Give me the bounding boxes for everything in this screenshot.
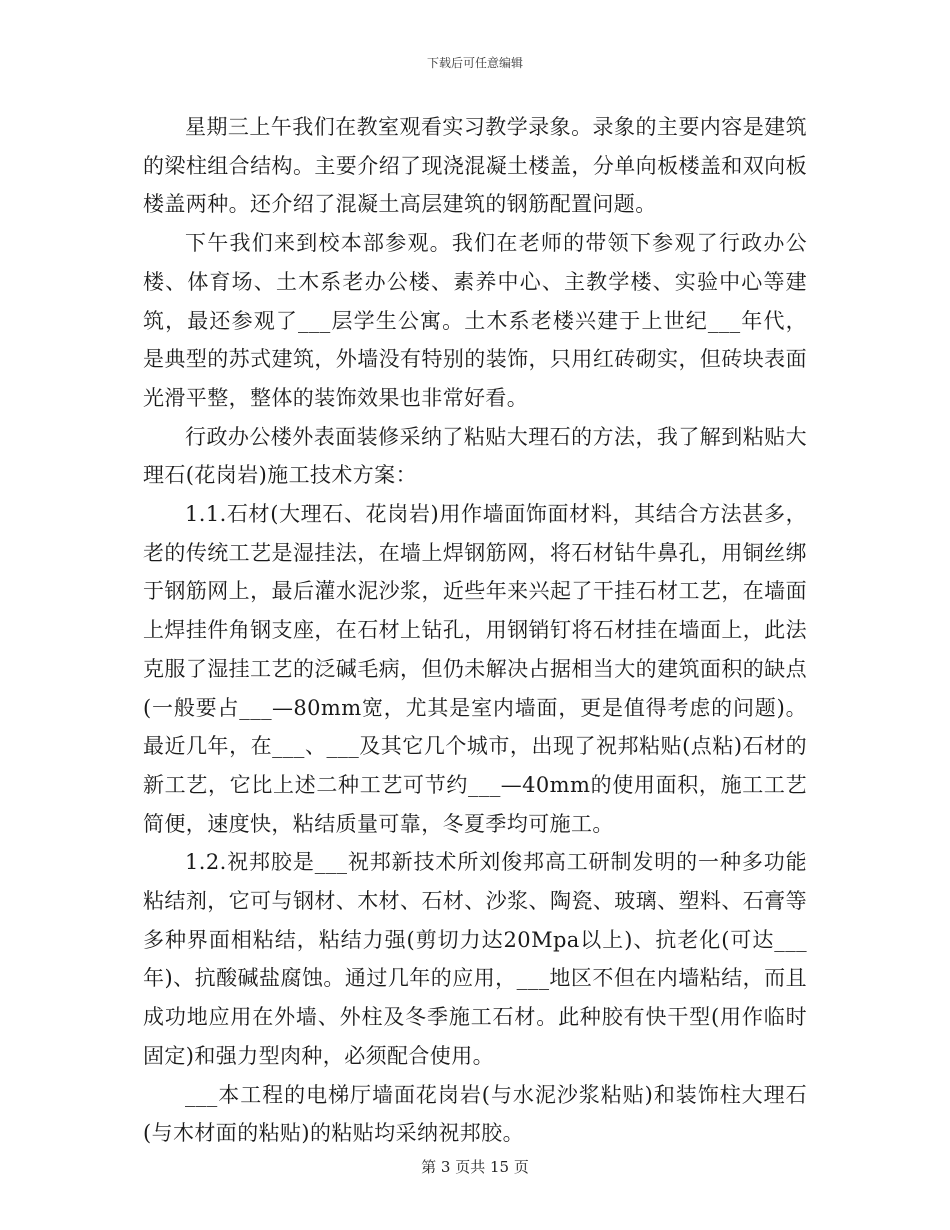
document-body — [143, 108, 807, 1153]
paragraph-campus-visit: 下午我们来到校本部参观。我们在老师的带领下参观了行政办公楼、体育场、土木系老办公楼、素养中心、主教学楼、实验中心等建筑，最还参观了___层学生公寓。土木系老楼兴建于上世纪___年代，是典型的苏式建筑，外墙没有特别的装饰，只用红砖砌实，但砖块表面光滑平整，整体的装饰效果也非常好看。 — [143, 231, 807, 410]
page-footer: 第 3 页共 15 页 — [421, 1158, 529, 1176]
paragraph-project-note: ___本工程的电梯厅墙面花岗岩(与水泥沙浆粘贴)和装饰柱大理石(与木材面的粘贴)的粘贴均采纳祝邦胶。 — [143, 1082, 807, 1146]
paragraph-video-lesson: 星期三上午我们在教室观看实习教学录象。录象的主要内容是建筑的梁柱组合结构。主要介绍了现浇混凝土楼盖，分单向板楼盖和双向板楼盖两种。还介绍了混凝土高层建筑的钢筋配置问题。 — [143, 115, 807, 217]
paragraph-section-1-1: 1.1.石材(大理石、花岗岩)用作墙面饰面材料，其结合方法甚多，老的传统工艺是湿挂法，在墙上焊钢筋网，将石材钻牛鼻孔，用铜丝绑于钢筋网上，最后灌水泥沙浆，近些年来兴起了干挂石材工艺，在墙面上焊挂件角钢支座，在石材上钻孔，用钢销钉将石材挂在墙面上，此法克服了湿挂工艺的泛碱毛病，但仍未解决占据相当大的建筑面积的缺点(一般要占___—80mm宽，尤其是室内墙面，更是值得考虑的问题)。最近几年，在___、___及其它几个城市，出现了祝邦粘贴(点粘)石材的新工艺，它比上述二种工艺可节约___—40mm的使用面积，施工工艺简便，速度快，粘结质量可靠，冬夏季均可施工。 — [143, 502, 807, 836]
paragraph-section-1-2: 1.2.祝邦胶是___祝邦新技术所刘俊邦高工研制发明的一种多功能粘结剂，它可与钢材、木材、石材、沙浆、陶瓷、玻璃、塑料、石膏等多种界面相粘结，粘结力强(剪切力达20Mpa以上)、抗老化(可达___年)、抗酸碱盐腐蚀。通过几年的应用，___地区不但在内墙粘结，而且成功地应用在外墙、外柱及冬季施工石材。此种胶有快干型(用作临时固定)和强力型肉种，必须配合使用。 — [143, 850, 807, 1068]
page-header: 下载后可任意编辑 — [426, 56, 523, 70]
paragraph-marble-intro: 行政办公楼外表面装修采纳了粘贴大理石的方法，我了解到粘贴大理石(花岗岩)施工技术方案： — [143, 424, 807, 488]
